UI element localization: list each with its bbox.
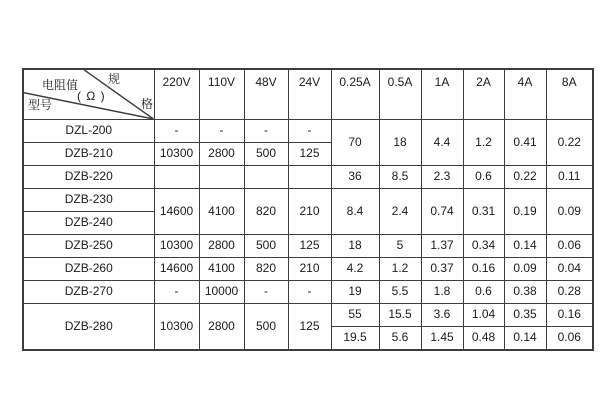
resistance-cell: 1.2 — [379, 258, 421, 281]
corner-resistance-unit-label: ( Ω ) — [77, 89, 106, 103]
corner-resistance-label: 电阻值 — [42, 78, 79, 92]
corner-spec-label-bottom: 格 — [141, 97, 154, 111]
corner-header-cell — [23, 69, 154, 120]
resistance-cell: 0.35 — [504, 304, 546, 327]
resistance-cell: - — [244, 281, 288, 304]
resistance-cell: 0.28 — [546, 281, 593, 304]
resistance-cell: 125 — [288, 235, 331, 258]
resistance-cell: 5.5 — [379, 281, 421, 304]
resistance-cell: 0.11 — [546, 166, 593, 189]
col-header-220v: 220V — [154, 69, 199, 120]
col-header-0-5a: 0.5A — [379, 69, 421, 120]
resistance-cell: 0.6 — [463, 281, 504, 304]
corner-spec-label-top: 规 — [108, 72, 121, 86]
col-header-24v: 24V — [288, 69, 331, 120]
resistance-cell: 0.16 — [546, 304, 593, 327]
resistance-cell-empty — [199, 166, 244, 189]
model-cell: DZB-260 — [23, 258, 154, 281]
col-header-110v: 110V — [199, 69, 244, 120]
resistance-cell: 5 — [379, 235, 421, 258]
col-header-0-25a: 0.25A — [331, 69, 379, 120]
resistance-cell: 18 — [331, 235, 379, 258]
resistance-cell: 500 — [244, 143, 288, 166]
resistance-cell-merged: 10300 — [154, 304, 199, 351]
resistance-cell: - — [154, 120, 199, 143]
resistance-cell-empty — [288, 166, 331, 189]
resistance-cell: 210 — [288, 258, 331, 281]
resistance-cell: 1.37 — [421, 235, 463, 258]
resistance-cell: 1.45 — [421, 327, 463, 351]
col-header-8a: 8A — [546, 69, 593, 120]
resistance-cell: - — [244, 120, 288, 143]
resistance-cell-merged: 0.74 — [421, 189, 463, 235]
resistance-cell: 2.3 — [421, 166, 463, 189]
resistance-cell: 19.5 — [331, 327, 379, 351]
resistance-cell-empty — [154, 166, 199, 189]
resistance-cell: 14600 — [154, 258, 199, 281]
resistance-cell: 36 — [331, 166, 379, 189]
resistance-cell: - — [288, 281, 331, 304]
resistance-cell-merged: 2800 — [199, 304, 244, 351]
model-cell: DZB-270 — [23, 281, 154, 304]
row-dzb-250 — [23, 235, 593, 258]
resistance-cell: - — [288, 120, 331, 143]
model-cell: DZB-280 — [23, 304, 154, 351]
model-cell: DZB-220 — [23, 166, 154, 189]
resistance-cell: 8.5 — [379, 166, 421, 189]
resistance-cell: 15.5 — [379, 304, 421, 327]
model-cell: DZB-230 — [23, 189, 154, 212]
resistance-cell-merged: 210 — [288, 189, 331, 235]
row-dzb-260 — [23, 258, 593, 281]
resistance-cell: 10000 — [199, 281, 244, 304]
resistance-cell-merged: 14600 — [154, 189, 199, 235]
resistance-cell: - — [154, 281, 199, 304]
model-cell: DZB-210 — [23, 143, 154, 166]
corner-model-label: 型号 — [28, 98, 53, 112]
col-header-1a: 1A — [421, 69, 463, 120]
resistance-cell-merged: 1.2 — [463, 120, 504, 166]
resistance-cell: 125 — [288, 143, 331, 166]
resistance-cell: 0.34 — [463, 235, 504, 258]
relay-resistance-spec-table — [22, 68, 594, 351]
resistance-cell-merged: 2.4 — [379, 189, 421, 235]
col-header-48v: 48V — [244, 69, 288, 120]
row-dzb-280-a — [23, 304, 593, 327]
header-row — [23, 69, 593, 120]
resistance-cell-merged: 70 — [331, 120, 379, 166]
col-header-2a: 2A — [463, 69, 504, 120]
resistance-cell-merged: 0.41 — [504, 120, 546, 166]
resistance-cell: 2800 — [199, 143, 244, 166]
resistance-cell: 2800 — [199, 235, 244, 258]
resistance-cell-merged: 0.31 — [463, 189, 504, 235]
resistance-cell: 0.6 — [463, 166, 504, 189]
resistance-cell: 0.09 — [504, 258, 546, 281]
resistance-cell-merged: 4100 — [199, 189, 244, 235]
resistance-cell: 4100 — [199, 258, 244, 281]
resistance-cell: 0.06 — [546, 327, 593, 351]
col-header-4a: 4A — [504, 69, 546, 120]
resistance-cell-merged: 4.4 — [421, 120, 463, 166]
resistance-cell-merged: 0.22 — [546, 120, 593, 166]
resistance-cell-merged: 820 — [244, 189, 288, 235]
resistance-cell: 0.37 — [421, 258, 463, 281]
resistance-cell: 19 — [331, 281, 379, 304]
resistance-cell-merged: 500 — [244, 304, 288, 351]
resistance-cell: 1.8 — [421, 281, 463, 304]
resistance-cell-merged: 125 — [288, 304, 331, 351]
resistance-cell: 0.04 — [546, 258, 593, 281]
resistance-cell: 3.6 — [421, 304, 463, 327]
model-cell: DZB-250 — [23, 235, 154, 258]
resistance-cell: 0.14 — [504, 327, 546, 351]
resistance-cell: 0.14 — [504, 235, 546, 258]
resistance-cell-merged: 0.19 — [504, 189, 546, 235]
resistance-cell: 0.38 — [504, 281, 546, 304]
resistance-cell: 5.6 — [379, 327, 421, 351]
resistance-cell-merged: 18 — [379, 120, 421, 166]
resistance-cell: 1.04 — [463, 304, 504, 327]
resistance-cell: - — [199, 120, 244, 143]
row-dzb-230 — [23, 189, 593, 212]
resistance-cell: 820 — [244, 258, 288, 281]
resistance-cell-merged: 0.09 — [546, 189, 593, 235]
resistance-cell: 0.06 — [546, 235, 593, 258]
resistance-cell-merged: 8.4 — [331, 189, 379, 235]
resistance-cell: 10300 — [154, 235, 199, 258]
row-dzl-200 — [23, 120, 593, 143]
resistance-cell: 0.48 — [463, 327, 504, 351]
resistance-cell: 0.22 — [504, 166, 546, 189]
resistance-cell: 55 — [331, 304, 379, 327]
resistance-cell: 500 — [244, 235, 288, 258]
row-dzb-220 — [23, 166, 593, 189]
resistance-cell-empty — [244, 166, 288, 189]
model-cell: DZL-200 — [23, 120, 154, 143]
resistance-cell: 4.2 — [331, 258, 379, 281]
resistance-cell: 10300 — [154, 143, 199, 166]
model-cell: DZB-240 — [23, 212, 154, 235]
resistance-cell: 0.16 — [463, 258, 504, 281]
row-dzb-270 — [23, 281, 593, 304]
